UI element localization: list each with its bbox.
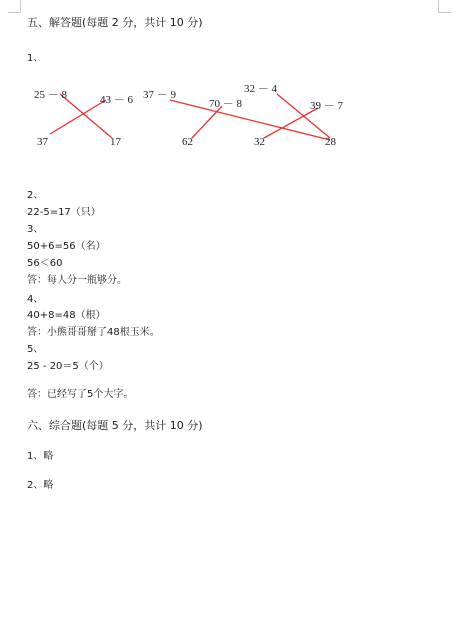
expression-37-9: 37 － 9 <box>143 89 176 101</box>
answer-37: 37 <box>37 136 48 148</box>
crop-mark-top-right <box>438 0 451 13</box>
question-5-line-1: 25 - 20＝5（个） <box>27 361 109 372</box>
question-4-line-2: 答：小熊哥哥掰了48根玉米。 <box>27 327 160 338</box>
expression-25-8: 25 － 8 <box>34 89 67 101</box>
question-1-label: 1、 <box>27 53 44 64</box>
match-line <box>50 100 106 134</box>
expression-43-6: 43 － 6 <box>100 94 133 106</box>
matching-diagram <box>22 66 352 171</box>
match-line <box>170 100 330 140</box>
answer-32: 32 <box>254 136 265 148</box>
question-3-line-1: 50+6=56（名） <box>27 241 106 252</box>
answer-17: 17 <box>110 136 121 148</box>
question-3-line-2: 56＜60 <box>27 258 63 269</box>
section5-heading: 五、解答题(每题 2 分，共计 10 分) <box>27 16 203 29</box>
expression-39-7: 39 － 7 <box>310 100 343 112</box>
question-4-line-1: 40+8=48（根） <box>27 310 106 321</box>
question-3-label: 3、 <box>27 224 44 235</box>
answer-28: 28 <box>325 136 336 148</box>
question-2-label: 2、 <box>27 190 44 201</box>
question-4-label: 4、 <box>27 294 44 305</box>
expression-32-4: 32 － 4 <box>244 83 277 95</box>
question-2-line-1: 22-5=17（只） <box>27 207 101 218</box>
question-3-line-3: 答：每人分一瓶够分。 <box>27 275 127 286</box>
question-5-line-2: 答：已经写了5个大字。 <box>27 389 134 400</box>
section6-item-2: 2、略 <box>27 480 54 491</box>
answer-62: 62 <box>182 136 193 148</box>
question-5-label: 5、 <box>27 344 44 355</box>
matching-lines <box>22 66 352 171</box>
section6-heading: 六、综合题(每题 5 分，共计 10 分) <box>27 419 203 432</box>
expression-70-8: 70 － 8 <box>209 98 242 110</box>
crop-mark-top-left <box>8 0 21 13</box>
section6-item-1: 1、略 <box>27 451 54 462</box>
